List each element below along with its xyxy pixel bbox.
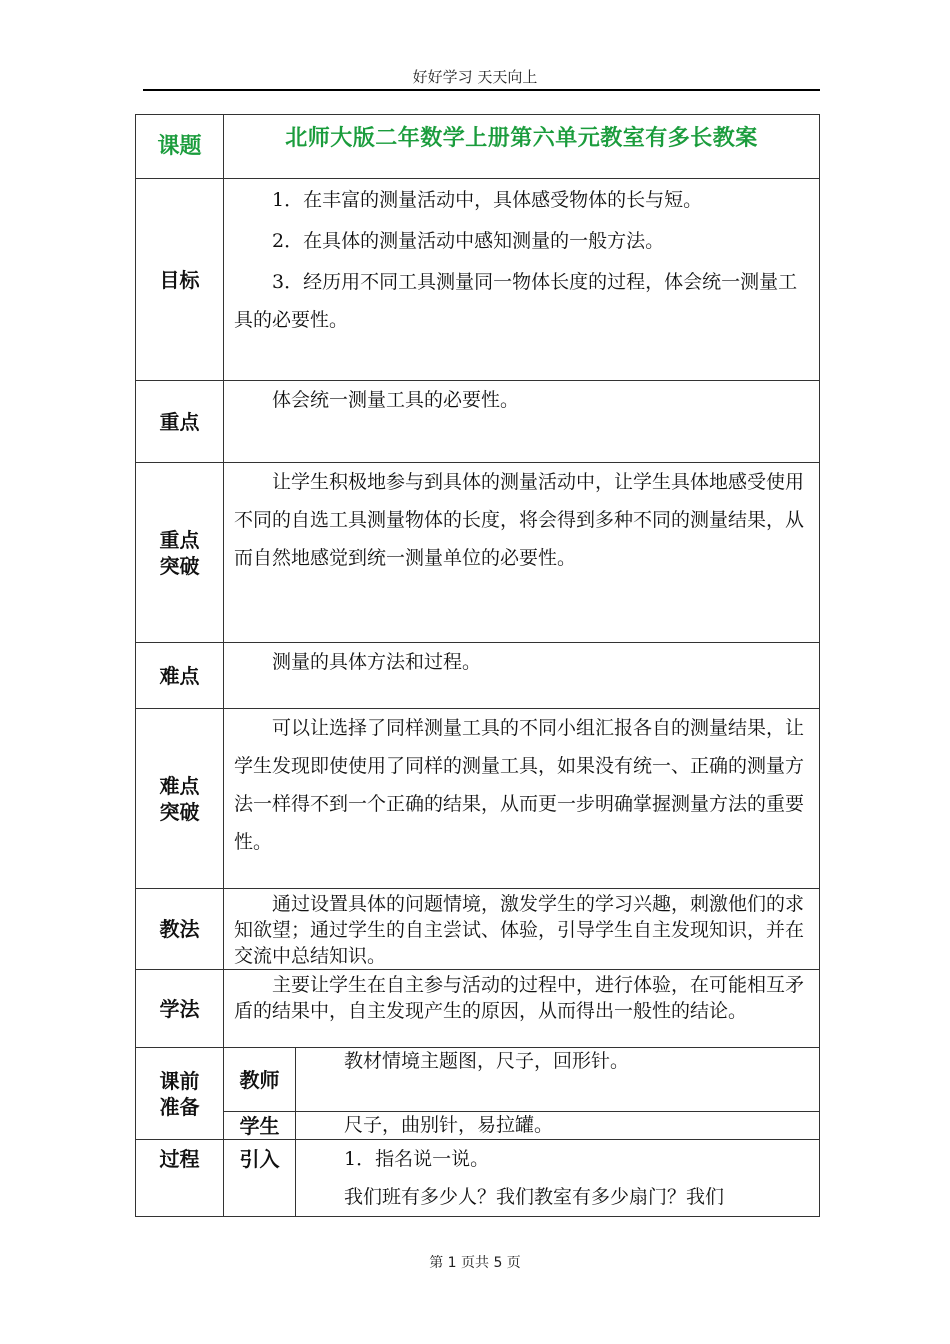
teaching-method-cell — [224, 889, 820, 970]
key-point-label: 重点 — [136, 381, 224, 463]
key-breakthrough-text: 让学生积极地参与到具体的测量活动中，让学生具体地感受使用不同的自选工具测量物体的长度，将会得到多种不同的测量结果，从而自然地感觉到统一测量单位的必要性。 — [234, 471, 805, 569]
key-breakthrough-cell — [224, 463, 820, 643]
preparation-label-text: 课前准备 — [159, 1068, 200, 1119]
title-label: 课题 — [136, 115, 224, 179]
goal-item: 3．经历用不同工具测量同一物体长度的过程，体会统一测量工具的必要性。 — [234, 271, 798, 331]
lesson-plan-table — [135, 114, 820, 1217]
page-footer: 第 1 页共 5 页 — [429, 1255, 521, 1271]
process-line: 1．指名说一说。 — [344, 1148, 490, 1170]
difficulty-breakthrough-cell — [224, 709, 820, 889]
process-line: 我们班有多少人？我们教室有多少扇门？我们 — [344, 1186, 725, 1208]
document-title: 北师大版二年数学上册第六单元教室有多长教案 — [285, 126, 758, 151]
difficulty-text: 测量的具体方法和过程。 — [272, 651, 482, 673]
goals-cell — [224, 179, 820, 381]
student-prep-text: 尺子，曲别针，易拉罐。 — [344, 1114, 554, 1136]
row-process — [136, 1140, 820, 1217]
key-breakthrough-label — [136, 463, 224, 643]
row-goals — [136, 179, 820, 381]
title-cell — [224, 115, 820, 179]
student-label: 学生 — [224, 1112, 296, 1140]
process-cell — [296, 1140, 820, 1217]
difficulty-breakthrough-label-text: 难点突破 — [159, 773, 200, 824]
row-learning-method — [136, 970, 820, 1048]
row-title — [136, 115, 820, 179]
key-point-cell — [224, 381, 820, 463]
teacher-prep-text: 教材情境主题图，尺子，回形针。 — [344, 1050, 630, 1072]
teacher-label: 教师 — [224, 1048, 296, 1112]
key-breakthrough-label-text: 重点突破 — [159, 527, 200, 578]
difficulty-breakthrough-text: 可以让选择了同样测量工具的不同小组汇报各自的测量结果，让学生发现即使使用了同样的测量工具，如果没有统一、正确的测量方法一样得不到一个正确的结果，从而更一步明确掌握测量方法的重要性。 — [234, 717, 805, 853]
teacher-prep-cell — [296, 1048, 820, 1112]
row-difficulty — [136, 643, 820, 709]
learning-method-text: 主要让学生在自主参与活动的过程中，进行体验，在可能相互矛盾的结果中，自主发现产生的原因，从而得出一般性的结论。 — [234, 974, 805, 1022]
learning-method-cell — [224, 970, 820, 1048]
goal-item: 1．在丰富的测量活动中，具体感受物体的长与短。 — [272, 189, 703, 211]
header-divider — [143, 89, 820, 91]
teaching-method-text: 通过设置具体的问题情境，激发学生的学习兴趣，刺激他们的求知欲望；通过学生的自主尝试、体验，引导学生自主发现知识，并在交流中总结知识。 — [234, 893, 805, 967]
process-label: 过程 — [136, 1140, 224, 1217]
difficulty-breakthrough-label — [136, 709, 224, 889]
row-prep-teacher — [136, 1048, 820, 1112]
page-header: 好好学习 天天向上 — [412, 68, 538, 86]
row-prep-student — [136, 1112, 820, 1140]
preparation-label — [136, 1048, 224, 1140]
stage-label: 引入 — [224, 1140, 296, 1217]
goal-item: 2．在具体的测量活动中感知测量的一般方法。 — [272, 230, 665, 252]
row-teaching-method — [136, 889, 820, 970]
row-key-point — [136, 381, 820, 463]
row-key-breakthrough — [136, 463, 820, 643]
key-point-text: 体会统一测量工具的必要性。 — [272, 389, 520, 411]
row-difficulty-breakthrough — [136, 709, 820, 889]
goals-label: 目标 — [136, 179, 224, 381]
learning-method-label: 学法 — [136, 970, 224, 1048]
teaching-method-label: 教法 — [136, 889, 224, 970]
difficulty-cell — [224, 643, 820, 709]
student-prep-cell — [296, 1112, 820, 1140]
difficulty-label: 难点 — [136, 643, 224, 709]
